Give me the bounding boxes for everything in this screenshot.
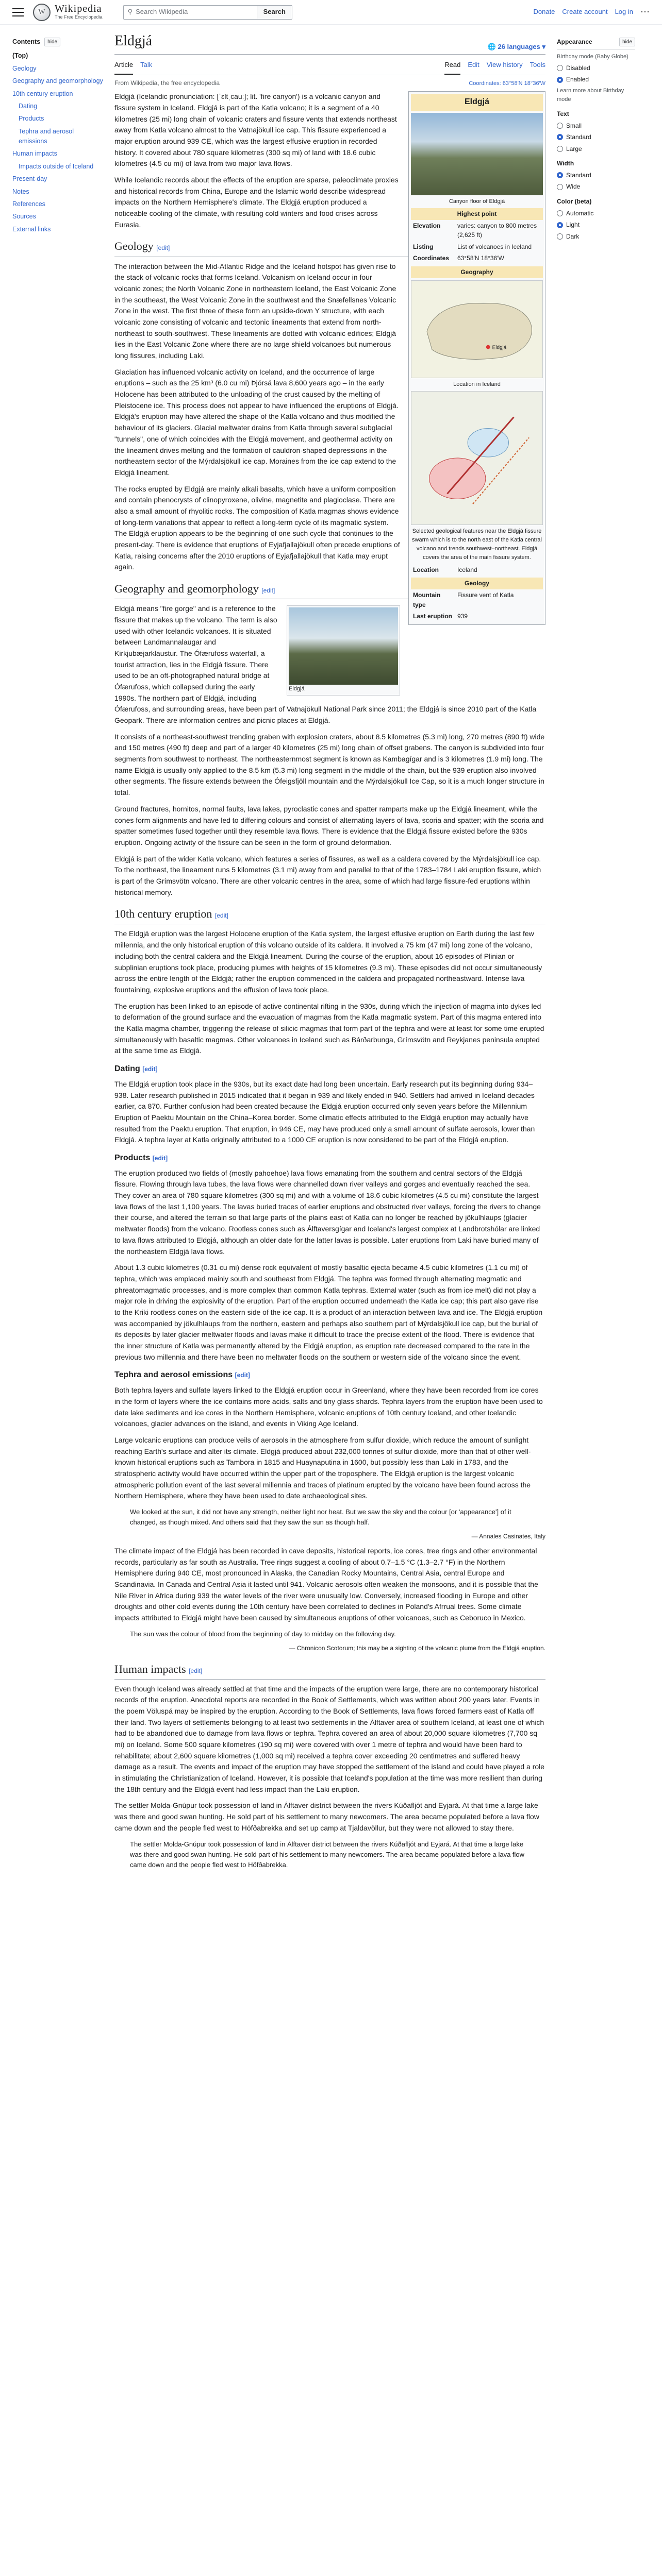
search-icon: ⚲ <box>127 8 133 16</box>
edit-label: edit <box>158 244 168 252</box>
infobox <box>408 91 545 625</box>
geology-map-caption: Selected geological features near the Eldgjá fissure swarm which is to the north east of the Katla central volcano and trends southwest–northeast. Eldgjá covers the area of the main fissure system. <box>412 528 542 561</box>
radio-option[interactable] <box>557 220 635 230</box>
languages-button[interactable]: 🌐 26 languages ▾ <box>487 43 545 51</box>
infobox-key: Elevation <box>413 222 441 229</box>
more-icon[interactable]: ⋯ <box>640 6 650 17</box>
paragraph: Even though Iceland was already settled at that time and the impacts of the eruption were large, there are no contemporary historical records of the eruption. Anecdotal reports are recorded in the Book of Settlements, which was written about 200 years later. Events in the poem Völuspá may be inspired by the eruption. According to the Book of Settlements, lava flows forced farmers east of Katla off their land. Two layers of settlements belonging to at least two settlements in the Álftaver area of southern Iceland, at least one of which had to be abandoned due to damage from lava flows or tephra. Tephra covered an area of about 20,000 square kilometres (7,700 sq mi) on Iceland. Some 500 square kilometres (190 sq mi) were covered with over 1 metre of tephra and would have been hard to rehabilitate; about 2,600 square kilometres (1,000 sq mi) received a tephra cover exceeding 20 centimetres and suffered heavy damage as a result. The events and impact of the eruption may have stopped the settlement of the island and could have played a role in stimulating the Christianization of Iceland. However, it is possible that Iceland's population at the time was more resilient than during the 18th century and the Eldgjá event had less impact than the Laki eruption. <box>114 1684 545 1793</box>
radio-icon[interactable] <box>557 77 563 83</box>
infobox-value: 939 <box>457 613 468 620</box>
coordinates-link[interactable]: Coordinates: 63°58′N 18°36′W <box>469 80 545 87</box>
infobox-rows-highest <box>411 220 543 264</box>
radio-label: Disabled <box>566 64 590 72</box>
geology-header: Geology <box>411 578 543 589</box>
heading-text: Dating <box>114 1064 140 1074</box>
glacier-area <box>468 428 508 457</box>
search-placeholder: Search Wikipedia <box>136 8 188 16</box>
edit-section-link[interactable]: [edit] <box>214 912 228 920</box>
infobox-key: Coordinates <box>413 255 450 262</box>
table-of-contents <box>12 25 103 1874</box>
canyon-photo[interactable] <box>411 113 543 195</box>
toc-items <box>12 51 103 234</box>
log-in-link[interactable]: Log in <box>615 8 633 16</box>
human-section <box>114 1684 545 1834</box>
toc-item[interactable]: Sources <box>12 213 36 221</box>
infobox-image-caption: Canyon floor of Eldgjá <box>449 198 505 205</box>
toc-item[interactable]: Geology <box>12 64 37 72</box>
radio-option[interactable] <box>557 144 635 154</box>
edit-section-link[interactable]: [edit] <box>189 1667 203 1674</box>
radio-icon[interactable] <box>557 134 563 140</box>
edit-section-link[interactable]: [edit] <box>142 1065 158 1073</box>
infobox-row <box>411 252 543 264</box>
geology-map[interactable] <box>411 391 543 525</box>
paragraph: Eldgjá means "fire gorge" and is a reference to the fissure that makes up the volcano. The term is also used with other Icelandic volcanoes. It is situated between Landmannalaugar and Kirkjubæjarklaustur. The Ófærufoss waterfall, a tourist attraction, lies in the Eldgjá fissure. There used to be an oft-photographed natural bridge at Ófærufoss, which collapsed during the early 1990s. The northern part of Eldgjá, including Ófærufoss, and surrounding areas, have been part of Vatnajökull National Park since 2011; the Eldgjá is since 2010 part of the Katla Geopark. There are information centres and picnic places at Eldgjá. <box>114 604 537 725</box>
toc-item[interactable]: References <box>12 200 45 208</box>
text-size-options <box>557 121 635 154</box>
section-heading <box>114 1660 545 1680</box>
radio-icon[interactable] <box>557 146 563 152</box>
products-section <box>114 1168 545 1363</box>
dating-section <box>114 1079 545 1146</box>
toc-hide-button[interactable]: hide <box>44 38 60 47</box>
subsection-heading <box>114 1369 545 1382</box>
heading-text: Geography and geomorphology <box>114 582 259 596</box>
heading-text: Human impacts <box>114 1662 186 1675</box>
tab-tools[interactable]: Tools <box>529 61 545 69</box>
paragraph: The rocks erupted by Eldgjá are mainly alkali basalts, which have a uniform composition and contain phenocrysts of clinopyroxene, olivine, magnetite and plagioclase. There are also a small amount of rhyolitic rocks. The composition of Katla magmas shows evidence of long-term variations that appear to reflect a long-term cycle of its magmatic system. The Eldgjá eruption appears to be the beginning of one such cycle that continues to the present-day. There is evidence that eruptions of Eyjafjallajökull often precede eruptions of Katla, raising concerns after the 2010 eruptions of Eyjafjallajökull that Katla may erupt again. <box>114 484 400 571</box>
edit-label: edit <box>190 1667 201 1674</box>
radio-option[interactable] <box>557 209 635 218</box>
heading-text: Tephra and aerosol emissions <box>114 1370 233 1380</box>
radio-icon[interactable] <box>557 123 563 129</box>
radio-icon[interactable] <box>557 184 563 190</box>
toc-item[interactable]: Impacts outside of Iceland <box>19 162 94 170</box>
paragraph: The eruption has been linked to an episode of active continental rifting in the 930s, during which the injection of magma into dykes led to deformation of the ground surface and the evacuation of magmas from the Katla magmatic system. Part of this magma entered into the Katla magma chamber, triggering the release of silicic magmas that form part of the tephra and were at least for some time erupted simultaneously with basaltic magmas. Other volcanoes in Iceland such as Bárðarbunga, Grímsvötn and Reykjanes peninsula erupted at the same time as Eldgjá. <box>114 1002 544 1055</box>
quote-citation: — Annales Casinates, Italy <box>471 1533 545 1540</box>
create-account-link[interactable]: Create account <box>562 8 608 16</box>
heading-text: Geology <box>114 240 154 253</box>
location-caption: Location in Iceland <box>453 381 501 387</box>
radio-label: Standard <box>566 171 591 179</box>
paragraph: The Eldgjá eruption took place in the 930s, but its exact date had long been uncertain. Early research put its beginning during 934–938. Later research published in 2015 indicated that it began in 939 and likely ended in 940. Settlers had arrived in Iceland decades earlier, ca 870. Further confusion had been created because the Eldgjá eruption occurred only seven years before the Millennium Eruption of Paektu Mountain on the China–Korea border. Some climatic effects attributed to the Eldgjá eruption may actually have resulted from the Paektu eruption. That eruption, in 946 CE, may have produced only a small amount of sulfate aerosols, lower than Eldgjá. A tephra layer at Katla originally attributed to a 1000 CE eruption is now considered to be part of the Eldgjá eruption. <box>114 1079 535 1144</box>
infobox-row <box>411 611 543 622</box>
paragraph: Large volcanic eruptions can produce veils of aerosols in the atmosphere from sulfur dioxide, which reduce the amount of sunlight reaching Earth's surface and alter its climate. Eldgjá produced about 232,000 tonnes of sulfur dioxide, more than that of other well-known historical eruptions such as Tambora in 1815 and Huaynaputina in 1600, but possibly less than Laki in 1783, and the stratospheric activity would have occurred within the upper part of the troposphere. The Eldgjá eruption is the largest volcanic atmospheric pollution event of the last several millennia and traces of platinum erupted by the volcano have been found across the Northern Hemisphere, where they have been used to date archaeological sites. <box>114 1435 531 1500</box>
radio-option[interactable] <box>557 182 635 192</box>
tab-article[interactable]: Article <box>114 58 133 74</box>
namespace-tabs <box>114 58 152 74</box>
text-size-label: Text <box>557 110 569 117</box>
section-heading <box>114 905 545 924</box>
radio-label: Automatic <box>566 209 594 217</box>
learn-more-link[interactable]: Learn more about Birthday mode <box>557 87 624 103</box>
geology-map-svg <box>411 392 542 524</box>
paragraph: Ground fractures, hornitos, normal faults, lava lakes, pyroclastic cones and spatter ramparts make up the Eldgjá lineament, while the cones form alignments and have led to differing colours and consist of alternating layers of lava, scoria and spatter; with the scoria and spatter sometimes fused together until they resemble lava flows. There is evidence that the Eldgjá fissure existed before the 930s eruption. Ongoing activity of the fissure can be seen in the form of ground deformation. <box>114 804 544 846</box>
wikipedia-logo[interactable] <box>33 4 103 21</box>
map-marker-label: Eldgjá <box>492 345 507 351</box>
appearance-panel <box>557 25 635 1874</box>
edit-section-link[interactable]: [edit] <box>261 587 275 595</box>
radio-label: Wide <box>566 183 581 191</box>
subsection-heading <box>114 1152 545 1165</box>
toc-item[interactable]: Tephra and aerosol emissions <box>19 127 74 145</box>
top-header <box>0 0 662 25</box>
edit-section-link[interactable]: [edit] <box>152 1154 168 1162</box>
iceland-map-svg <box>411 281 542 378</box>
subsection-heading <box>114 1063 545 1076</box>
tab-edit[interactable]: Edit <box>468 61 479 69</box>
paragraph: The settler Molda-Gnúpur took possession of land in Álftaver district between the rivers Kúðafljót and Eyjará. At that time a large lake was there and good swan hunting. He sold part of his settlement to many newcomers. The area became populated before a lava flow came down and the people fled west to Höfðabrekka and set up camp at Tjaldavöllur, but they were not allowed to stay there. <box>114 1801 539 1832</box>
search-input[interactable] <box>123 5 257 20</box>
radio-icon[interactable] <box>557 172 563 178</box>
eldgja-photo[interactable] <box>289 607 398 685</box>
tab-view-history[interactable]: View history <box>486 61 523 69</box>
paragraph: While Icelandic records about the effects of the eruption are sparse, paleoclimate proxies and historical records from China, Europe and the Islamic world describe widespread impacts on the Northern Hemisphere's climate. The Eldgjá eruption produced a noticeable cooling of the climate, with resulting cold winters and food crises across Eurasia. <box>114 175 399 229</box>
radio-label: Light <box>566 221 580 229</box>
infobox-value: List of volcanoes in Iceland <box>457 243 532 250</box>
paragraph: Eldgjá (Icelandic pronunciation: [ˈɛltˌcauː]; lit. 'fire canyon') is a volcanic canyon and fissure system in Iceland. Eldgjá is part of the Katla volcano; it is a segment of a 40 kilometres (25 mi) long chain of volcanic craters and fissure vents that extends northeast away from Katla volcano almost to the Vatnajökull ice cap. This fissure experienced a major eruption around 939 CE, which was the largest effusive eruption in recorded history. It covered about 780 square kilometres (300 sq mi) of land with 18.6 cubic kilometres (4.5 cu mi) of lava from two major lava flows. <box>114 92 397 168</box>
tephra-section <box>114 1385 545 1502</box>
paragraph: The Eldgjá eruption was the largest Holocene eruption of the Katla system, the largest effusive eruption on Earth during the last few millennia, and the only historical eruption of this volcano outside of its caldera. It involved a 75 km (47 mi) long zone of the volcano, including both the central caldera and the Eldgjá lineament. During the course of the eruption, about 16 episodes of Plinian or subplinian eruptions took place, producing plumes with heights of 15 kilometres (9.3 mi). These episodes did not occur simultaneously across the entire length of the Eldgjá; rather the eruption commenced in the caldera and propagated northeastward. Intense lava fountaining, explosive eruptions and the effusion of lava took place. <box>114 929 542 994</box>
radio-label: Dark <box>566 232 580 240</box>
infobox-row <box>411 220 543 241</box>
languages-label: 26 languages <box>498 43 540 51</box>
eruption-section <box>114 928 545 1057</box>
article-main <box>103 25 557 1874</box>
toc-item[interactable]: Present-day <box>12 175 47 183</box>
toc-item[interactable]: Dating <box>19 102 38 110</box>
tab-read[interactable]: Read <box>444 58 460 74</box>
quote: The settler Molda-Gnúpur took possession of land in Álftaver district between the rivers Kúðafljót and Eyjará. At that time a large lake was there and good swan hunting. He sold part of his settlement to many newcomers. The area became populated before a lava flow came down and the people fled west to Höfðabrekka. <box>130 1840 525 1869</box>
paragraph: It consists of a northeast-southwest trending graben with explosion craters, about 8.5 kilometres (5.3 mi) long, 270 metres (890 ft) wide and 150 metres (490 ft) deep and part of a larger 40 kilometres (25 mi) long chain of offset grabens. The canyon is subdivided into four segments from southwest to northeast. The northeasternmost segment is known as Kambagígar and is 3 kilometres (1.9 mi) long. The name Eldgjá is usually only applied to the 8.5 km (5.3 mi) long segment in the middle of the chain, but the 939 eruption also involved other segments. The fissure extends between the Ófeigsfjöll mountain and the Mýrdalsjökull Ice Cap, so it is a much longer structure in total. <box>114 732 545 797</box>
wordmark: Wikipedia <box>55 3 102 14</box>
infobox-row <box>411 564 543 576</box>
radio-option[interactable] <box>557 63 635 73</box>
paragraph: The eruption produced two fields of (mostly pahoehoe) lava flows emanating from the southern and central sectors of the Eldgjá fissure. Flowing through lava tubes, the lava flows were channelled down river valleys and gorges and eventually reached the sea. They cover an area of 780 square kilometres (300 sq mi) and with a volume of 18.6 cubic kilometres (4.5 cu mi) constitute the largest lava flows of the last 1,100 years. The lavas buried traces of earlier eruptions and obstructed river valleys, forcing the rivers to change their course, and altered the terrain so that large parts of the plains east of Katla can no longer be reached by jökulhlaups (glacier meltwater floods) from the volcano. Rootless cones such as Álftaversgígar and Iceland's largest complex at Landbrotshólar are linked to lava flows attributed to Eldgjá, although an older date for the latter lavas is possible. Later eruptions from Laki have buried many of the northeastern Eldgjá lava flows. <box>114 1168 541 1256</box>
paragraph: The climate impact of the Eldgjá has been recorded in cave deposits, historical reports, ice cores, tree rings and other environmental records, particularly as far south as Australia. Tree rings suggest a cooling of about 0.7–1.5 °C (1.3–2.7 °F) in the Northern Hemisphere during 940 CE, most pronounced in Alaska, the Canadian Rocky Mountains, Central Asia, central Europe and Scandinavia. In Canada and Central Asia it lasted until 941. Volcanic aerosols often weaken the monsoons, and it is possible that the Nile River in Africa during 939 the water levels of the river were unusually low. Conversely, increased flooding in Europe and other droughts and other cold events during the 10th century have been correlated to declines in Poland's Afrrual trees. Some climate impacts attributed to Eldgjá might have been caused by simultaneous eruptions of other volcanoes, such as Ceboruco in Mexico. <box>114 1546 538 1622</box>
user-links <box>533 5 650 20</box>
toc-item[interactable]: Notes <box>12 188 29 195</box>
infobox-value: Fissure vent of Katla <box>457 591 514 599</box>
color-options <box>557 209 635 242</box>
infobox-row <box>411 241 543 253</box>
infobox-rows-location <box>411 564 543 576</box>
paragraph: Glaciation has influenced volcanic activity on Iceland, and the occurrence of large eruptions – such as the 25 km³ (6.0 cu mi) Þjórsá lava 8,600 years ago – in the early Holocene has been attributed to the unloading of the crust caused by the melting of Pleistocene ice. This process does not appear to have influenced the eruptions of Eldgjá. Eldgjá's eruption may have altered the shape of the Katla volcano and thus modified the behaviour of its glaciers. Glacial meltwater drains from Katla through several subglacial "tunnels", one of which coincides with the Eldgjá movement, and geothermal activity on the lineament drives melting and the formation of cauldron-shaped depressions in the northeastern sector of the Mýrdalsjökull ice cap. Moraines from the ice cap extend to the Eldgjá lineament. <box>114 367 399 477</box>
radio-icon[interactable] <box>557 210 563 216</box>
radio-option[interactable] <box>557 232 635 242</box>
radio-label: Large <box>566 145 582 152</box>
quote: The sun was the colour of blood from the beginning of day to midday on the following day. <box>130 1630 396 1638</box>
width-options <box>557 171 635 192</box>
heading-text: 10th century eruption <box>114 907 212 921</box>
toc-item[interactable]: (Top) <box>12 52 28 60</box>
katla-caldera-area <box>429 458 486 499</box>
donate-link[interactable]: Donate <box>533 8 555 16</box>
view-tabs <box>444 58 545 74</box>
infobox-title: Eldgjá <box>411 94 543 111</box>
paragraph: The interaction between the Mid-Atlantic Ridge and the Iceland hotspot has given rise to the stack of volcanic rocks that forms Iceland. Volcanism on Iceland occur in four volcanic zones; the North Volcanic Zone in northeastern Iceland, the East Volcanic Zone in the southeast, the West Volcanic Zone in the southwest and the Snæfellsnes Volcanic Zone in the west. The first three of these form an upside-down Y structure, with each volcanic zone consisting of volcanic and tectonic lineaments that extend from north-northeast to south-southwest. These lineaments are dotted with volcanic edifices; Eldgjá lies in the East Volcanic Zone where there are no large shield volcanoes but numerous long fissures, including Laki. <box>114 262 396 360</box>
edit-label: edit <box>263 587 274 595</box>
width-label: Width <box>557 160 574 167</box>
infobox-key: Location <box>413 566 439 573</box>
infobox-value: varies: canyon to 800 metres (2,625 ft) <box>457 222 537 239</box>
toc-item[interactable]: Geography and geomorphology <box>12 77 103 85</box>
from-wikipedia: From Wikipedia, the free encyclopedia <box>114 79 220 87</box>
appearance-title: Appearance <box>557 38 592 45</box>
toc-item[interactable]: Human impacts <box>12 150 57 158</box>
edit-label: edit <box>154 1154 166 1162</box>
radio-option[interactable] <box>557 171 635 180</box>
radio-option[interactable] <box>557 132 635 142</box>
color-label: Color (beta) <box>557 198 592 206</box>
paragraph: About 1.3 cubic kilometres (0.31 cu mi) dense rock equivalent of mostly basaltic ejecta became 4.5 cubic kilometres (1.1 cu mi) of tephra, which was emplaced mainly south and southeast from Eldgjá. The tephra was formed through alternating magmatic and phreatomagmatic processes, and is more complex than common Katla tephras. External water (such as from ice melt) did not play a major role in driving the explosivity of the eruption. Part of the eruption occurred underneath the Katla ice cap; this part also gave rise to the Kriki rootless cones on the eastern side of the ice cap. It is a product of an interaction between lava and ice. The Eldgjá eruption was accompanied by jökulhlaups from the northern, eastern and perhaps also southern part of Mýrdalsjökull ice cap, but the burial of its deposits by later glacier meltwater floods and lavas make it difficult to trace the precise extent of the flood. There is evidence that the inner structure of Katla was permanently altered by the Eldgjá eruption, as eruption rate decreased compared to the rate in the previous two millennia and there have been no meltwater floods on the southern or western side of the volcano since the event. <box>114 1263 543 1361</box>
location-marker-icon <box>486 345 490 349</box>
toc-item[interactable]: 10th century eruption <box>12 90 73 97</box>
page-title: Eldgjá <box>114 33 153 49</box>
quote: We looked at the sun, it did not have any strength, neither light nor heat. But we saw the sky and the colour [or 'appearance'] of it changed, as though mixed. And others said that they saw the sun as though half. <box>130 1508 511 1527</box>
edit-section-link[interactable]: [edit] <box>156 244 170 252</box>
radio-icon[interactable] <box>557 233 563 240</box>
radio-option[interactable] <box>557 75 635 84</box>
radio-icon[interactable] <box>557 65 563 71</box>
birthday-options <box>557 63 635 84</box>
radio-option[interactable] <box>557 121 635 131</box>
toc-item[interactable]: Products <box>19 115 44 123</box>
edit-label: edit <box>237 1371 248 1379</box>
tab-talk[interactable]: Talk <box>140 61 153 69</box>
radio-icon[interactable] <box>557 222 563 228</box>
infobox-rows-geology <box>411 589 543 622</box>
geography-header: Geography <box>411 266 543 278</box>
infobox-value: Iceland <box>457 566 477 573</box>
paragraph: Both tephra layers and sulfate layers linked to the Eldgjá eruption occur in Greenland, where they have been recorded from ice cores in the form of layers where the ice contains more acids, salts and tiny glass shards. Tephra layers from the eruption have been used to date lake sediments and ice cores in the Northern Hemisphere, volcanic eruptions of 10th century Iceland, and other Icelandic volcanoes, glacier advances on the island, and events in Viking Age Iceland. <box>114 1386 543 1428</box>
highest-point-header: Highest point <box>411 208 543 220</box>
birthday-mode-label: Birthday mode (Baby Globe) <box>557 53 628 60</box>
globe-icon: W <box>33 4 51 21</box>
toc-title: Contents <box>12 38 41 45</box>
iceland-outline <box>427 303 532 359</box>
infobox-key: Mountain type <box>413 591 441 608</box>
infobox-key: Last eruption <box>413 613 453 620</box>
search-form <box>123 5 292 20</box>
main-menu-icon[interactable] <box>12 8 24 16</box>
edit-label: edit <box>144 1065 156 1073</box>
radio-label: Small <box>566 122 582 129</box>
tephra-section-cont <box>114 1546 545 1624</box>
quote-citation: — Chronicon Scotorum; this may be a sighting of the volcanic plume from the Eldgjá eruption. <box>289 1644 545 1652</box>
infobox-row <box>411 589 543 611</box>
figure <box>287 605 400 696</box>
heading-text: Products <box>114 1153 151 1162</box>
iceland-location-map[interactable] <box>411 280 543 378</box>
edit-label: edit <box>217 912 227 920</box>
figure-caption: Eldgjá <box>289 686 305 692</box>
search-button[interactable]: Search <box>257 5 292 20</box>
infobox-key: Listing <box>413 243 434 250</box>
paragraph: Eldgjá is part of the wider Katla volcano, which features a series of fissures, as well as a caldera covered by the Mýrdalsjökull ice cap. To the northeast, the lineament runs 5 kilometres (3.1 mi) away from and parallel to that of the 1783–1784 Laki eruption fissure, which is part of the Grímsvötn volcano. There are other volcanic centres in the area, some of which had large fissure-fed eruptions within historical memory. <box>114 854 541 896</box>
infobox-value: 63°58′N 18°36′W <box>457 255 504 262</box>
radio-label: Enabled <box>566 76 589 83</box>
appearance-hide-button[interactable]: hide <box>619 38 635 47</box>
tagline: The Free Encyclopedia <box>55 14 103 20</box>
radio-label: Standard <box>566 133 591 141</box>
toc-item[interactable]: External links <box>12 225 51 233</box>
edit-section-link[interactable]: [edit] <box>235 1371 250 1379</box>
